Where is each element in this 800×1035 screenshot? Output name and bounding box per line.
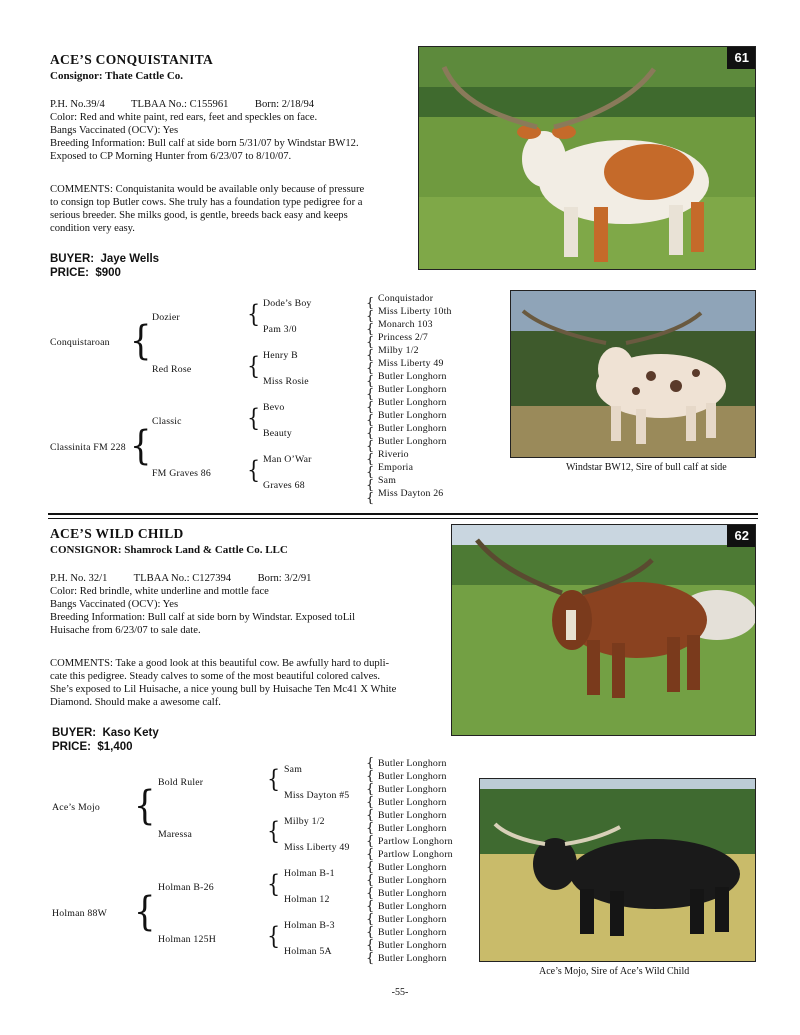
- pedigree-brace: {: [366, 426, 375, 441]
- pedigree-brace: {: [366, 400, 375, 415]
- pedigree-ggg: Butler Longhorn: [378, 888, 447, 899]
- lot-61-info-line: P.H. No.39/4 TLBAA No.: C155961 Born: 2/18/94: [50, 99, 315, 110]
- windstar-bull-photo: [510, 290, 756, 458]
- lot-61-cow-photo: [418, 46, 756, 270]
- pedigree-brace: {: [366, 847, 375, 862]
- pedigree-great-grandparent: Miss Liberty 49: [284, 842, 350, 853]
- pedigree-brace: {: [366, 886, 375, 901]
- lot-61-comment-line: to consign top Butler cows. She truly has a foundation type pedigree for a: [50, 197, 363, 208]
- pedigree-brace: {: [366, 387, 375, 402]
- pedigree-brace: {: [366, 361, 375, 376]
- pedigree-great-grandparent: Holman 5A: [284, 946, 332, 957]
- pedigree-brace: {: [366, 322, 375, 337]
- lot-62-buyer: BUYER: Kaso Kety: [52, 727, 159, 739]
- pedigree-brace: {: [366, 374, 375, 389]
- lot-62-number-badge: 62: [727, 525, 755, 547]
- pedigree-ggg: Emporia: [378, 462, 414, 473]
- pedigree-grandparent: Holman 125H: [158, 934, 216, 945]
- pedigree-ggg: Butler Longhorn: [378, 397, 447, 408]
- pedigree-grandparent: Bold Ruler: [158, 777, 204, 788]
- pedigree-ggg: Conquistador: [378, 293, 434, 304]
- pedigree-brace: {: [267, 922, 281, 950]
- pedigree-brace: {: [366, 452, 375, 467]
- pedigree-great-grandparent: Dode’s Boy: [263, 298, 312, 309]
- lot-divider: [48, 518, 758, 519]
- lot-62-comments: [50, 657, 396, 709]
- pedigree-brace: {: [366, 756, 375, 771]
- pedigree-ggg: Partlow Longhorn: [378, 849, 453, 860]
- pedigree-great-grandparent: Holman 12: [284, 894, 330, 905]
- lot-62-cow-photo: [451, 524, 756, 736]
- lot-61-comment-line: COMMENTS: Conquistanita would be available only because of pressure: [50, 184, 365, 195]
- pedigree-ggg: Butler Longhorn: [378, 901, 447, 912]
- pedigree-brace: {: [366, 491, 375, 506]
- pedigree-great-grandparent: Beauty: [263, 428, 292, 439]
- pedigree-ggg: Monarch 103: [378, 319, 433, 330]
- pedigree-ggg: Butler Longhorn: [378, 875, 447, 886]
- pedigree-brace: {: [133, 783, 156, 829]
- pedigree-brace: {: [247, 300, 261, 328]
- lot-divider: [48, 513, 758, 515]
- pedigree-brace: {: [366, 899, 375, 914]
- pedigree-brace: {: [247, 404, 261, 432]
- pedigree-ggg: Miss Liberty 10th: [378, 306, 452, 317]
- pedigree-grandparent: Red Rose: [152, 364, 192, 375]
- pedigree-brace: {: [267, 817, 281, 845]
- pedigree-ggg: Butler Longhorn: [378, 371, 447, 382]
- lot-61-number-badge: 61: [727, 47, 755, 69]
- pedigree-brace: {: [366, 439, 375, 454]
- pedigree-dam: Classinita FM 228: [50, 442, 126, 453]
- pedigree-brace: {: [366, 478, 375, 493]
- pedigree-brace: {: [366, 821, 375, 836]
- pedigree-grandparent: Dozier: [152, 312, 180, 323]
- pedigree-great-grandparent: Milby 1/2: [284, 816, 325, 827]
- cow-photo-illustration: [419, 47, 755, 269]
- lot-61-info-line: Breeding Information: Bull calf at side born 5/31/07 by Windstar BW12.: [50, 138, 359, 149]
- pedigree-brace: {: [247, 352, 261, 380]
- pedigree-ggg-list: [378, 292, 452, 500]
- pedigree-brace: {: [366, 335, 375, 350]
- pedigree-ggg: Miss Dayton 26: [378, 488, 444, 499]
- page-number: -55-: [391, 987, 409, 998]
- pedigree-great-grandparent: Miss Rosie: [263, 376, 309, 387]
- pedigree-brace: {: [366, 925, 375, 940]
- pedigree-ggg: Milby 1/2: [378, 345, 419, 356]
- pedigree-ggg: Butler Longhorn: [378, 940, 447, 951]
- pedigree-ggg: Butler Longhorn: [378, 823, 447, 834]
- pedigree-great-grandparent: Holman B-1: [284, 868, 335, 879]
- pedigree-great-grandparent: Man O’War: [263, 454, 312, 465]
- windstar-photo-caption: Windstar BW12, Sire of bull calf at side: [566, 462, 727, 473]
- pedigree-brace: {: [366, 309, 375, 324]
- lot-61-comments: [50, 183, 364, 235]
- pedigree-great-grandparent: Henry B: [263, 350, 298, 361]
- pedigree-ggg: Butler Longhorn: [378, 410, 447, 421]
- pedigree-ggg: Butler Longhorn: [378, 771, 447, 782]
- pedigree-ggg: Butler Longhorn: [378, 797, 447, 808]
- pedigree-great-grandparent: Holman B-3: [284, 920, 335, 931]
- pedigree-brace: {: [247, 456, 261, 484]
- pedigree-brace: {: [267, 870, 281, 898]
- pedigree-grandparent: Maressa: [158, 829, 193, 840]
- pedigree-brace: {: [366, 296, 375, 311]
- lot-62-info-line: Bangs Vaccinated (OCV): Yes: [50, 599, 179, 610]
- lot-62-consignor: CONSIGNOR: Shamrock Land & Cattle Co. LLC: [50, 544, 288, 556]
- aces-mojo-bull-photo: [479, 778, 756, 962]
- pedigree-ggg: Butler Longhorn: [378, 784, 447, 795]
- pedigree-brace: {: [366, 465, 375, 480]
- pedigree-brace: {: [366, 912, 375, 927]
- pedigree-sire: Ace’s Mojo: [52, 802, 100, 813]
- pedigree-great-grandparent: Graves 68: [263, 480, 305, 491]
- pedigree-ggg: Princess 2/7: [378, 332, 429, 343]
- pedigree-grandparent: FM Graves 86: [152, 468, 211, 479]
- lot-62-info-line: Breeding Information: Bull calf at side born by Windstar. Exposed toLil: [50, 612, 356, 623]
- lot-61-info: [50, 98, 359, 163]
- pedigree-sire: Conquistaroan: [50, 337, 110, 348]
- cow-photo-illustration: [452, 525, 755, 735]
- pedigree-ggg: Butler Longhorn: [378, 953, 447, 964]
- lot-62-comment-line: COMMENTS: Take a good look at this beautiful cow. Be awfully hard to dupli-: [50, 658, 390, 669]
- pedigree-brace: {: [366, 782, 375, 797]
- pedigree-brace: {: [366, 873, 375, 888]
- pedigree-great-grandparent: Sam: [284, 764, 303, 775]
- pedigree-brace: {: [366, 808, 375, 823]
- lot-61-comment-line: serious breeder. She milks good, is gentle, breeds back easy and keeps: [50, 210, 348, 221]
- lot-61-info-line: Color: Red and white paint, red ears, feet and speckles on face.: [50, 112, 318, 123]
- lot-62-comment-line: cate this pedigree. Steady calves to some of the most beautiful colored calves.: [50, 671, 381, 682]
- pedigree-ggg: Butler Longhorn: [378, 810, 447, 821]
- pedigree-ggg: Butler Longhorn: [378, 927, 447, 938]
- pedigree-brace: {: [267, 765, 281, 793]
- pedigree-brace: {: [366, 769, 375, 784]
- lot-62-info-line: Huisache from 6/23/07 to sale date.: [50, 625, 201, 636]
- lot-61-buyer: BUYER: Jaye Wells: [50, 253, 160, 265]
- lot-62-name: ACE’S WILD CHILD: [50, 526, 184, 541]
- pedigree-grandparent: Classic: [152, 416, 182, 427]
- pedigree-ggg: Butler Longhorn: [378, 423, 447, 434]
- lot-61-consignor: Consignor: Thate Cattle Co.: [50, 70, 184, 82]
- pedigree-grandparent: Holman B-26: [158, 882, 214, 893]
- lot-61-name: ACE’S CONQUISTANITA: [50, 52, 214, 67]
- lot-62-info: [50, 572, 355, 637]
- lot-62-comment-line: She’s exposed to Lil Huisache, a nice young bull by Huisache Ten Mc41 X White: [50, 684, 397, 695]
- pedigree-brace: {: [129, 423, 152, 469]
- pedigree-ggg-list: [378, 757, 453, 965]
- lot-61-info-line: Bangs Vaccinated (OCV): Yes: [50, 125, 179, 136]
- lot-61-info-line: Exposed to CP Morning Hunter from 6/23/07 to 8/10/07.: [50, 151, 292, 162]
- pedigree-ggg: Butler Longhorn: [378, 384, 447, 395]
- pedigree-great-grandparent: Miss Dayton #5: [284, 790, 350, 801]
- bull-photo-illustration: [511, 291, 755, 457]
- aces-mojo-photo-caption: Ace’s Mojo, Sire of Ace’s Wild Child: [539, 966, 690, 977]
- pedigree-brace: {: [366, 795, 375, 810]
- pedigree-ggg: Partlow Longhorn: [378, 836, 453, 847]
- pedigree-ggg: Butler Longhorn: [378, 914, 447, 925]
- lot-61-price: PRICE: $900: [50, 267, 121, 279]
- pedigree-great-grandparent: Bevo: [263, 402, 285, 413]
- pedigree-great-grandparent: Pam 3/0: [263, 324, 297, 335]
- pedigree-brace: {: [366, 834, 375, 849]
- lot-62-comment-line: Diamond. Should make a awesome calf.: [50, 697, 221, 708]
- pedigree-ggg: Miss Liberty 49: [378, 358, 444, 369]
- pedigree-brace: {: [129, 318, 152, 364]
- pedigree-brace: {: [366, 413, 375, 428]
- pedigree-ggg: Butler Longhorn: [378, 862, 447, 873]
- pedigree-ggg: Sam: [378, 475, 397, 486]
- pedigree-ggg: Butler Longhorn: [378, 436, 447, 447]
- lot-62-price: PRICE: $1,400: [52, 741, 133, 753]
- pedigree-ggg: Butler Longhorn: [378, 758, 447, 769]
- pedigree-ggg: Riverio: [378, 449, 409, 460]
- bull-photo-illustration: [480, 779, 755, 961]
- pedigree-brace: {: [133, 889, 156, 935]
- pedigree-brace: {: [366, 938, 375, 953]
- lot-62-info-line: P.H. No. 32/1 TLBAA No.: C127394 Born: 3/2/91: [50, 573, 312, 584]
- pedigree-brace: {: [366, 951, 375, 966]
- lot-62-info-line: Color: Red brindle, white underline and mottle face: [50, 586, 269, 597]
- pedigree-brace: {: [366, 860, 375, 875]
- lot-61-comment-line: condition very easy.: [50, 223, 135, 234]
- pedigree-brace: {: [366, 348, 375, 363]
- pedigree-dam: Holman 88W: [52, 908, 108, 919]
